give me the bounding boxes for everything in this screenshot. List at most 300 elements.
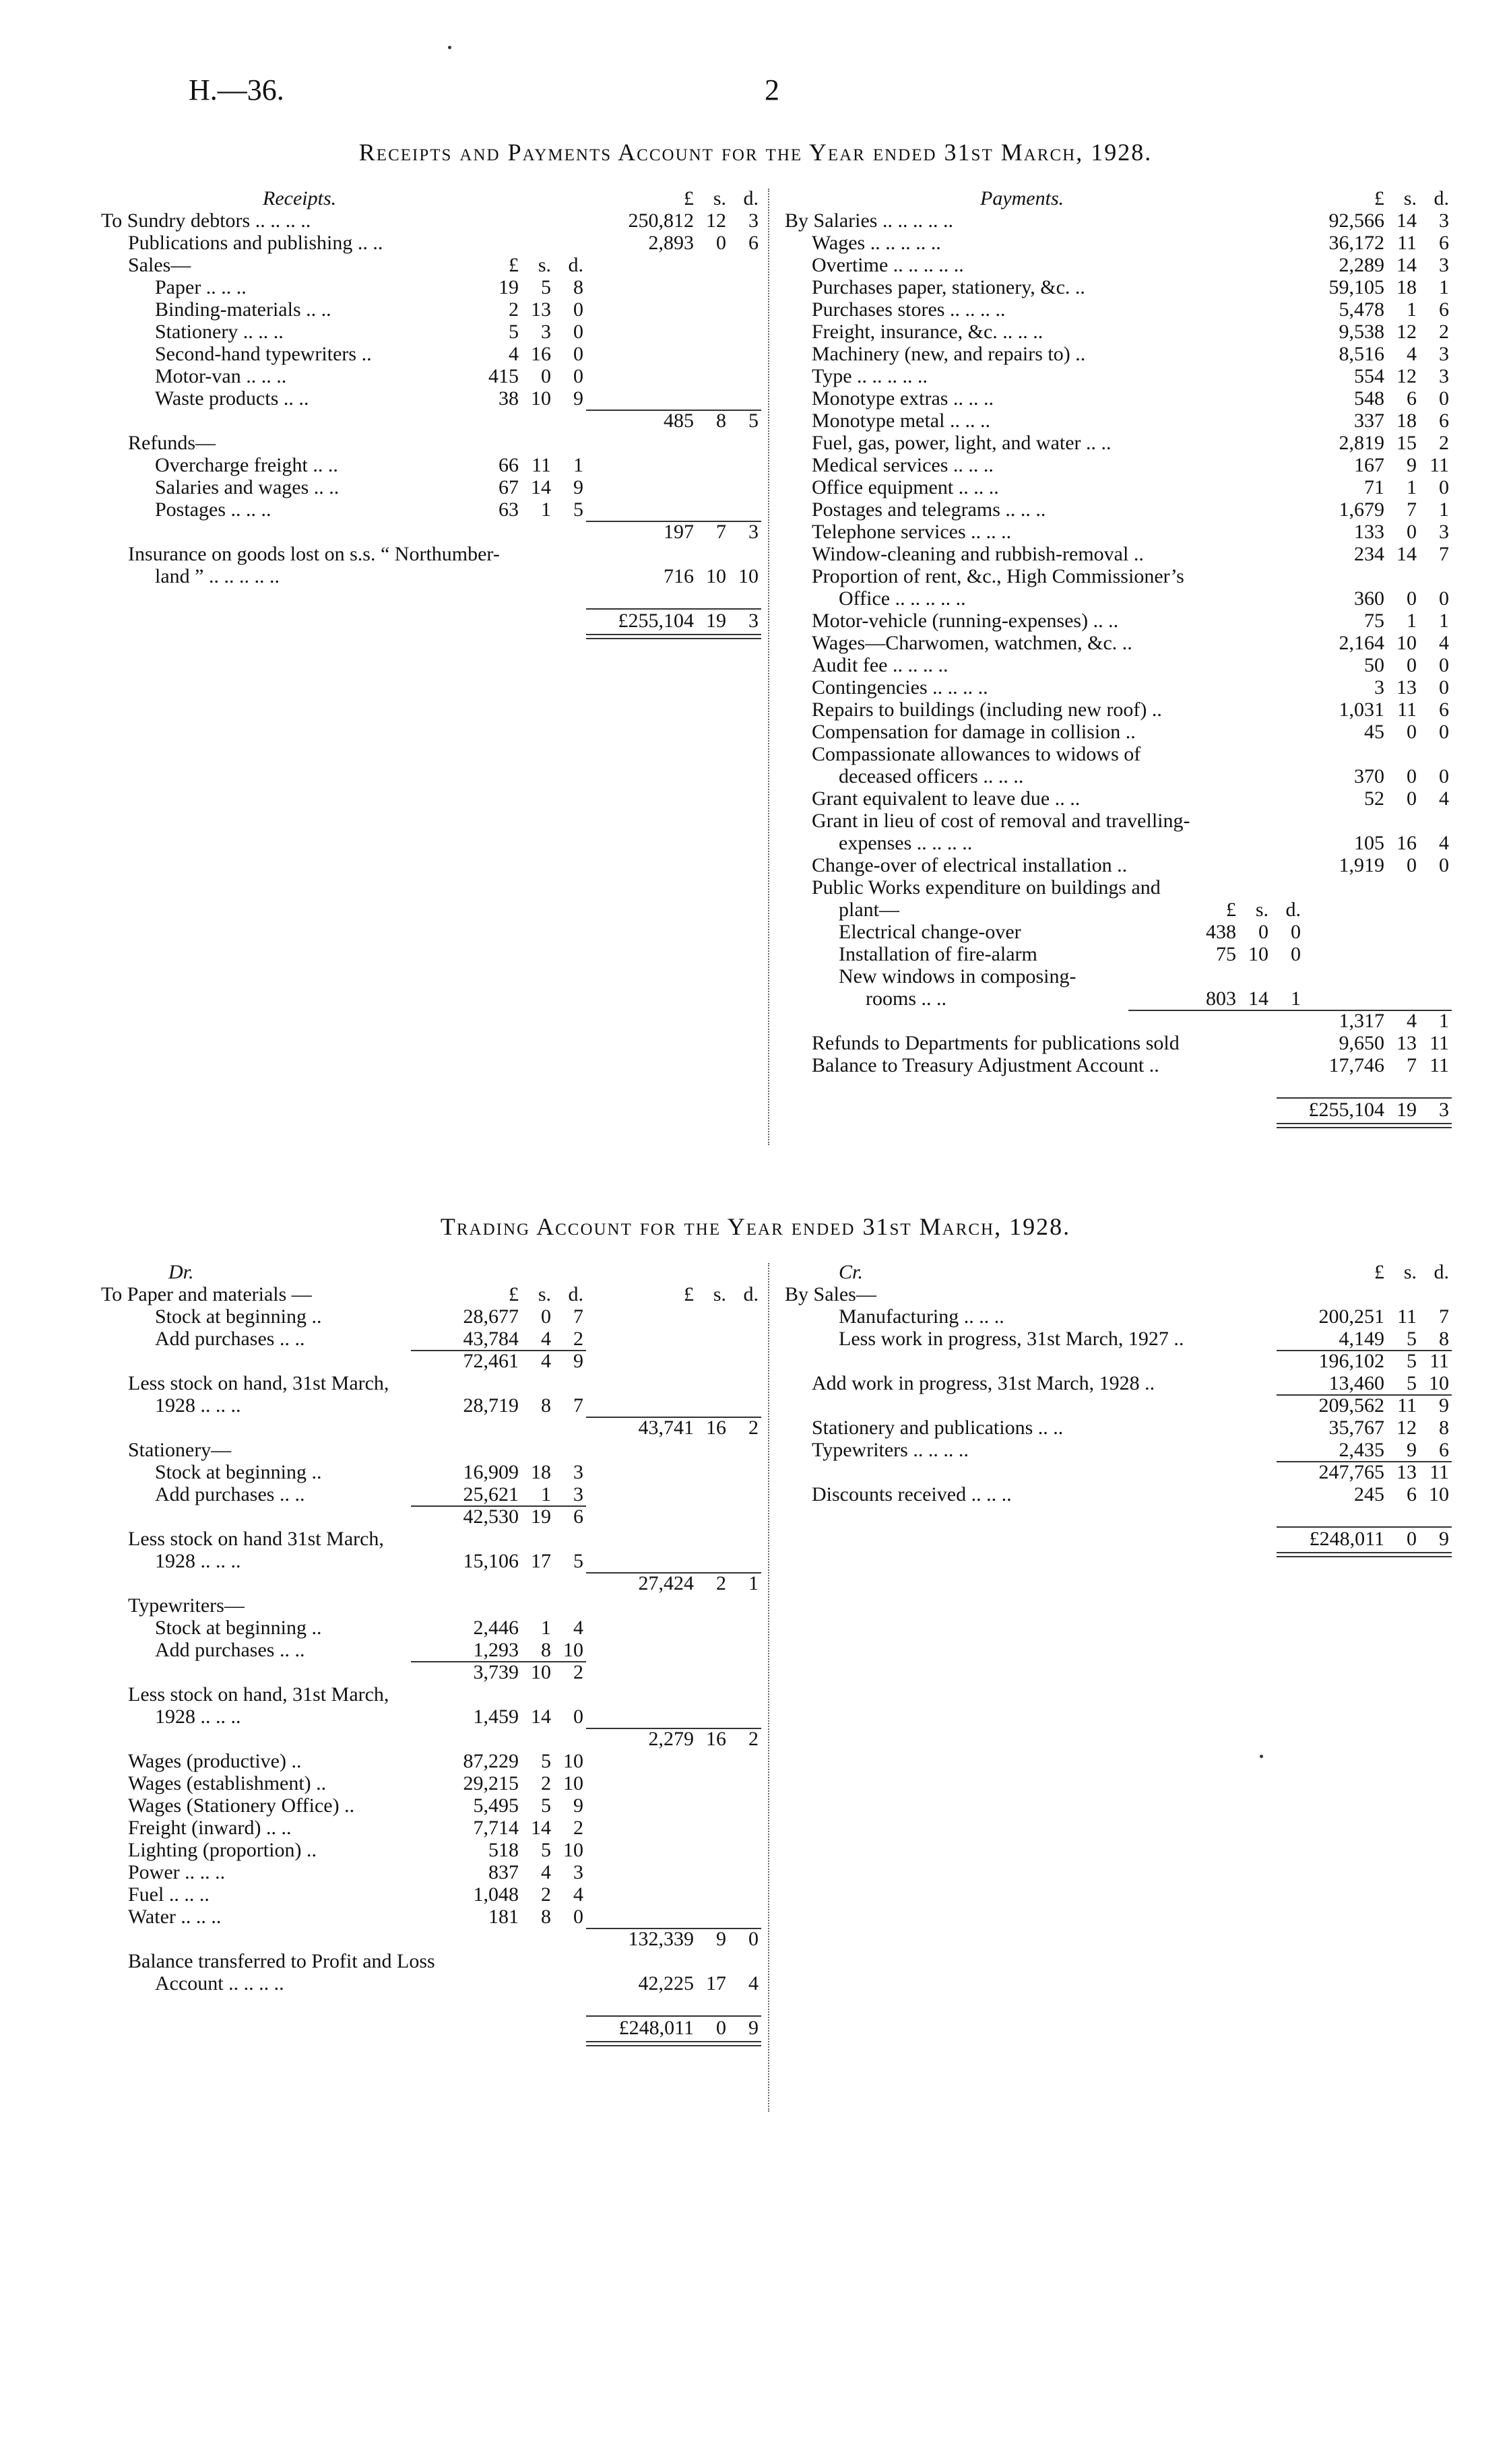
receipts-amount-c1 — [418, 365, 583, 387]
cr-row — [785, 1350, 1458, 1372]
dr-heading: Dr. — [168, 1261, 194, 1283]
payments-amount-c-l: 1,317 — [1339, 1010, 1384, 1032]
payments-row — [785, 1010, 1458, 1032]
dr-amount-c2-d: 0 — [748, 1928, 759, 1950]
payments-row — [785, 654, 1458, 676]
receipts-amount-c1 — [418, 254, 583, 276]
payments-amount-c — [1283, 787, 1449, 810]
payments-amount-c — [1283, 209, 1449, 232]
payments-row — [785, 343, 1458, 365]
cr-row — [785, 1439, 1458, 1461]
receipts-payments-title: Receipts and Payments Account for the Year ended 31st March, 1928. — [358, 139, 1153, 166]
payments-amount-c-s: 7 — [1407, 1054, 1417, 1076]
payments-row-label: Fuel, gas, power, light, and water .. .. — [812, 432, 1112, 454]
dr-row-label: Less stock on hand, 31st March, — [128, 1372, 389, 1394]
payments-row-label: Electrical change-over — [839, 921, 1021, 943]
dr-row-label: 1928 .. .. .. — [155, 1550, 241, 1572]
payments-row — [785, 721, 1458, 743]
receipts-row-label: To Sundry debtors .. .. .. .. — [101, 209, 311, 232]
dr-amount-c2-s: 2 — [716, 1572, 726, 1594]
cr-amount-c — [1283, 1372, 1449, 1394]
dr-row — [101, 1305, 761, 1328]
receipts-total-d: 3 — [748, 610, 759, 632]
dr-row-label: Add purchases .. .. — [155, 1639, 305, 1661]
payments-amount-c-s: 0 — [1407, 854, 1417, 876]
cr-amount-c-l: 200,251 — [1318, 1305, 1384, 1328]
receipts-amount-c1-l: £ — [509, 254, 519, 276]
dr-row — [101, 1617, 761, 1639]
dr-row — [101, 1906, 761, 1928]
receipts-amount-c2-s: 10 — [706, 565, 726, 587]
cr-row-label: Stationery and publications .. .. — [812, 1417, 1064, 1439]
receipts-amount-c1-l: 5 — [509, 321, 519, 343]
cr-total-l: £248,011 — [1309, 1528, 1384, 1550]
dr-amount-c1 — [418, 1883, 583, 1906]
cr-amount-c — [1283, 1417, 1449, 1439]
payments-amount-c-l: 2,164 — [1339, 632, 1384, 654]
payments-currency-head — [1283, 187, 1449, 209]
receipts-amount-c2-d: 3 — [748, 521, 759, 543]
dr-amount-c2 — [593, 1972, 759, 1995]
dr-amount-c1-d: d. — [568, 1283, 583, 1305]
payments-amount-c-d: 7 — [1439, 543, 1449, 565]
dr-row-label: 1928 .. .. .. — [155, 1394, 241, 1417]
dr-amount-c1-s: 2 — [541, 1772, 551, 1794]
dr-row — [101, 1706, 761, 1728]
dr-row-label: Wages (establishment) .. — [128, 1772, 327, 1794]
payments-amount-c — [1283, 610, 1449, 632]
payments-amount-c-s: 13 — [1396, 676, 1417, 699]
dr-amount-c1 — [418, 1839, 583, 1861]
dr-amount-c1-l: 5,495 — [473, 1794, 519, 1817]
dr-total-row — [101, 2017, 761, 2039]
cr-row-label: Discounts received .. .. .. — [812, 1483, 1012, 1505]
payments-amount-c-d: 3 — [1439, 343, 1449, 365]
receipts-amount-c1-l: 66 — [499, 454, 519, 476]
cr-amount-c-l: 4,149 — [1339, 1328, 1384, 1350]
dr-total-rule-bottom — [586, 2041, 761, 2046]
payments-amount-c-s: 4 — [1407, 1010, 1417, 1032]
receipts-total-rule-top — [586, 608, 761, 610]
column-divider — [768, 189, 769, 1145]
dr-total-d: 9 — [748, 2017, 759, 2039]
payments-row-label: Telephone services .. .. .. — [812, 521, 1012, 543]
payments-amount-c-s: 0 — [1407, 521, 1417, 543]
payments-row — [785, 476, 1458, 498]
payments-row-label: Purchases paper, stationery, &c. .. — [812, 276, 1085, 298]
receipts-amount-c1-d: 0 — [573, 321, 583, 343]
dr-amount-c1 — [418, 1906, 583, 1928]
dr-amount-c1-s: 17 — [531, 1550, 551, 1572]
cr-row — [785, 1417, 1458, 1439]
payments-amount-c-l: 45 — [1364, 721, 1384, 743]
dr-row-label: Less stock on hand 31st March, — [128, 1528, 384, 1550]
receipts-amount-c2-d: 10 — [738, 565, 759, 587]
payments-amount-c — [1283, 765, 1449, 787]
dr-amount-c1 — [418, 1661, 583, 1683]
dr-row-label: Power .. .. .. — [128, 1861, 226, 1883]
payments-amount-c — [1283, 476, 1449, 498]
dr-amount-c2 — [593, 1728, 759, 1750]
dr-amount-c2-d: 2 — [748, 1417, 759, 1439]
receipts-currency-head-l: £ — [684, 187, 694, 209]
payments-amount-c-s: 16 — [1396, 832, 1417, 854]
cr-amount-c-l: 196,102 — [1318, 1350, 1384, 1372]
payments-row — [785, 298, 1458, 321]
receipts-row-label: Overcharge freight .. .. — [155, 454, 338, 476]
receipts-amount-c2-l: 485 — [664, 410, 694, 432]
payments-amount-c-l: 71 — [1364, 476, 1384, 498]
cr-row-label: Manufacturing .. .. .. — [839, 1305, 1004, 1328]
cr-row — [785, 1483, 1458, 1505]
payments-row — [785, 543, 1458, 565]
dr-row-label: Fuel .. .. .. — [128, 1883, 210, 1906]
payments-amount-sub-l: £ — [1226, 899, 1236, 921]
payments-row — [785, 521, 1458, 543]
receipts-row-label: Refunds— — [128, 432, 216, 454]
payments-row-label: Machinery (new, and repairs to) .. — [812, 343, 1086, 365]
cr-row — [785, 1461, 1458, 1483]
payments-row — [785, 632, 1458, 654]
payments-amount-c-s: 14 — [1396, 543, 1417, 565]
dr-amount-c1-s: 19 — [531, 1505, 551, 1528]
dr-amount-c1-d: 3 — [573, 1483, 583, 1505]
payments-amount-c-l: 52 — [1364, 787, 1384, 810]
payments-heading: Payments. — [980, 187, 1064, 209]
dr-row-label: Lighting (proportion) .. — [128, 1839, 317, 1861]
dr-row — [101, 1328, 761, 1350]
payments-row-label: Type .. .. .. .. .. — [812, 365, 928, 387]
receipts-amount-c2-s: 0 — [716, 232, 726, 254]
dr-row — [101, 1928, 761, 1950]
dr-row — [101, 1950, 761, 1972]
dr-amount-c1-s: 8 — [541, 1639, 551, 1661]
receipts-row — [101, 476, 761, 498]
receipts-amount-c2-s: 12 — [706, 209, 726, 232]
receipts-row-label: Waste products .. .. — [155, 387, 309, 410]
dr-amount-c1-d: 10 — [563, 1750, 583, 1772]
cr-amount-c — [1283, 1305, 1449, 1328]
dr-row — [101, 1283, 761, 1305]
payments-row — [785, 899, 1458, 921]
dr-row — [101, 1394, 761, 1417]
payments-amount-c-s: 7 — [1407, 498, 1417, 521]
cr-amount-c-l: 35,767 — [1328, 1417, 1384, 1439]
dr-amount-c1-l: 72,461 — [463, 1350, 519, 1372]
dr-amount-c1 — [418, 1750, 583, 1772]
payments-amount-c-s: 0 — [1407, 721, 1417, 743]
dr-row — [101, 1883, 761, 1906]
receipts-row — [101, 432, 761, 454]
payments-amount-c — [1283, 543, 1449, 565]
dr-amount-c1-l: 42,530 — [463, 1505, 519, 1528]
dr-amount-c1-l: 518 — [488, 1839, 519, 1861]
cr-heading: Cr. — [839, 1261, 863, 1283]
payments-amount-c — [1283, 721, 1449, 743]
dr-amount-c1-s: 10 — [531, 1661, 551, 1683]
cr-amount-c-l: 209,562 — [1318, 1394, 1384, 1417]
trading-title: Trading Account for the Year ended 31st March, 1928. — [440, 1213, 1071, 1240]
dr-amount-c1-d: 0 — [573, 1706, 583, 1728]
payments-amount-c-s: 4 — [1407, 343, 1417, 365]
payments-total-s: 19 — [1396, 1099, 1417, 1121]
receipts-row-label: Second-hand typewriters .. — [155, 343, 372, 365]
payments-amount-c-s: 11 — [1397, 232, 1417, 254]
payments-amount-c-d: 0 — [1439, 854, 1449, 876]
dr-amount-c1-d: 7 — [573, 1305, 583, 1328]
payments-amount-c-d: 0 — [1439, 676, 1449, 699]
payments-amount-c-l: 337 — [1354, 410, 1384, 432]
payments-row — [785, 587, 1458, 610]
payments-amount-c-s: 0 — [1407, 787, 1417, 810]
cr-total-d: 9 — [1439, 1528, 1449, 1550]
dr-amount-c1 — [418, 1328, 583, 1350]
payments-row — [785, 1054, 1458, 1076]
payments-row — [785, 410, 1458, 432]
receipts-currency-head-s: s. — [713, 187, 726, 209]
cr-row-label: Less work in progress, 31st March, 1927 .. — [839, 1328, 1184, 1350]
payments-amount-c-l: 59,105 — [1328, 276, 1384, 298]
payments-amount-c — [1283, 832, 1449, 854]
receipts-row — [101, 343, 761, 365]
receipts-row-label: Motor-van .. .. .. — [155, 365, 287, 387]
payments-spacer — [785, 1076, 1458, 1099]
dr-row-label: Add purchases .. .. — [155, 1483, 305, 1505]
payments-total-rule-bottom — [1277, 1123, 1452, 1128]
payments-row — [785, 810, 1458, 832]
dr-amount-c1-d: 9 — [573, 1350, 583, 1372]
dr-row — [101, 1439, 761, 1461]
receipts-amount-c1-s: 5 — [541, 276, 551, 298]
payments-amount-c — [1283, 1054, 1449, 1076]
receipts-amount-c2-d: 6 — [748, 232, 759, 254]
payments-currency-head-d: d. — [1434, 187, 1449, 209]
dr-amount-c1-l: 43,784 — [463, 1328, 519, 1350]
dr-amount-c1 — [418, 1305, 583, 1328]
payments-amount-c-l: 360 — [1354, 587, 1384, 610]
payments-amount-c — [1283, 321, 1449, 343]
receipts-amount-c1-l: 63 — [499, 498, 519, 521]
dr-amount-c1-s: 5 — [541, 1839, 551, 1861]
payments-amount-c — [1283, 365, 1449, 387]
cr-heading-row — [785, 1261, 1458, 1283]
cr-amount-c-s: 5 — [1407, 1350, 1417, 1372]
receipts-total-l: £255,104 — [618, 610, 694, 632]
dr-amount-c1 — [418, 1817, 583, 1839]
payments-total-d: 3 — [1439, 1099, 1449, 1121]
receipts-amount-c1-s: s. — [538, 254, 551, 276]
receipts-amount-c1 — [418, 454, 583, 476]
payments-amount-c-l: 1,031 — [1339, 699, 1384, 721]
dr-row — [101, 1683, 761, 1706]
trading-debit-section — [101, 1261, 761, 2039]
receipts-amount-c1-d: d. — [568, 254, 583, 276]
dr-amount-c2 — [593, 1572, 759, 1594]
payments-amount-c — [1283, 632, 1449, 654]
dr-row — [101, 1528, 761, 1550]
dr-amount-c1-l: 87,229 — [463, 1750, 519, 1772]
payments-amount-c-d: 1 — [1439, 276, 1449, 298]
receipts-amount-c2 — [593, 565, 759, 587]
receipts-amount-c1 — [418, 498, 583, 521]
payments-row — [785, 209, 1458, 232]
payments-row-label: Grant in lieu of cost of removal and travelling- — [812, 810, 1190, 832]
dr-row — [101, 1861, 761, 1883]
receipts-amount-c2 — [593, 232, 759, 254]
payments-row-label: Freight, insurance, &c. .. .. .. — [812, 321, 1043, 343]
payments-amount-c-s: 14 — [1396, 209, 1417, 232]
receipts-amount-c1-s: 11 — [532, 454, 551, 476]
receipts-row — [101, 565, 761, 587]
receipts-amount-c1-s: 0 — [541, 365, 551, 387]
payments-row-label: New windows in composing- — [839, 965, 1076, 987]
receipts-row-label: Paper .. .. .. — [155, 276, 247, 298]
receipts-amount-c1-d: 5 — [573, 498, 583, 521]
receipts-amount-c1-s: 16 — [531, 343, 551, 365]
dr-row-label: Balance transferred to Profit and Loss — [128, 1950, 435, 1972]
cr-amount-c-l: 13,460 — [1328, 1372, 1384, 1394]
dr-row — [101, 1461, 761, 1483]
payments-amount-c-d: 0 — [1439, 721, 1449, 743]
cr-currency-head-s: s. — [1403, 1261, 1417, 1283]
cr-row — [785, 1372, 1458, 1394]
receipts-amount-c2-l: 197 — [664, 521, 694, 543]
cr-amount-c-d: 10 — [1429, 1372, 1449, 1394]
payments-amount-c-l: 133 — [1354, 521, 1384, 543]
payments-amount-c-l: 17,746 — [1328, 1054, 1384, 1076]
dr-amount-c1-l: 16,909 — [463, 1461, 519, 1483]
payments-amount-c — [1283, 521, 1449, 543]
receipts-row-label: Stationery .. .. .. — [155, 321, 284, 343]
dr-amount-c1-s: 1 — [541, 1483, 551, 1505]
dr-amount-c2-l: 132,339 — [628, 1928, 694, 1950]
payments-row — [785, 1032, 1458, 1054]
dr-amount-c1-l: 28,719 — [463, 1394, 519, 1417]
dr-amount-c1-d: 10 — [563, 1772, 583, 1794]
payments-amount-c-l: 1,919 — [1339, 854, 1384, 876]
dr-total-rule-top — [586, 2015, 761, 2017]
dr-amount-c2 — [593, 1928, 759, 1950]
payments-row — [785, 254, 1458, 276]
payments-amount-c — [1283, 1032, 1449, 1054]
dr-amount-c1 — [418, 1350, 583, 1372]
payments-row-label: Office .. .. .. .. .. — [839, 587, 966, 610]
dr-amount-c1-s: 8 — [541, 1394, 551, 1417]
payments-row — [785, 276, 1458, 298]
receipts-amount-c1-l: 19 — [499, 276, 519, 298]
payments-amount-c-d: 6 — [1439, 298, 1449, 321]
cr-row-label: Typewriters .. .. .. .. — [812, 1439, 969, 1461]
payments-row-label: Compassionate allowances to widows of — [812, 743, 1141, 765]
receipts-row — [101, 521, 761, 543]
page-number: 2 — [765, 73, 779, 106]
dr-amount-c1-s: 0 — [541, 1305, 551, 1328]
dr-amount-c2-l: 42,225 — [638, 1972, 694, 1995]
payments-amount-c-d: 3 — [1439, 521, 1449, 543]
payments-amount-sub-d: d. — [1285, 899, 1301, 921]
dr-row — [101, 1372, 761, 1394]
receipts-amount-c1 — [418, 476, 583, 498]
cr-currency-head-d: d. — [1434, 1261, 1449, 1283]
document-reference: H.—36. — [189, 73, 284, 106]
payments-amount-sub — [1135, 943, 1301, 965]
receipts-row — [101, 209, 761, 232]
receipts-amount-c2-d: 3 — [748, 209, 759, 232]
cr-amount-c-l: 2,435 — [1339, 1439, 1384, 1461]
dr-amount-c1 — [418, 1617, 583, 1639]
dr-amount-c2-s: 17 — [706, 1972, 726, 1995]
cr-currency-head-l: £ — [1374, 1261, 1384, 1283]
cr-amount-c-s: 5 — [1407, 1328, 1417, 1350]
payments-amount-c-l: 8,516 — [1339, 343, 1384, 365]
receipts-amount-c2-d: 5 — [748, 410, 759, 432]
dr-amount-c2-s: 9 — [716, 1928, 726, 1950]
payments-amount-c — [1283, 410, 1449, 432]
receipts-amount-c1-s: 13 — [531, 298, 551, 321]
dr-amount-c1-d: 2 — [573, 1328, 583, 1350]
dr-row — [101, 1972, 761, 1995]
dr-total-l: £248,011 — [618, 2017, 694, 2039]
dr-amount-c1-s: 1 — [541, 1617, 551, 1639]
page-speck — [1260, 1755, 1263, 1758]
receipts-amount-c1-d: 8 — [573, 276, 583, 298]
receipts-spacer — [101, 587, 761, 610]
payments-row — [785, 876, 1458, 899]
dr-amount-c1 — [418, 1550, 583, 1572]
payments-amount-c-s: 14 — [1396, 254, 1417, 276]
payments-amount-sub-l: 438 — [1206, 921, 1236, 943]
cr-amount-c-d: 7 — [1439, 1305, 1449, 1328]
payments-row — [785, 454, 1458, 476]
payments-amount-c-l: 1,679 — [1339, 498, 1384, 521]
dr-amount-c1-s: 18 — [531, 1461, 551, 1483]
payments-amount-c-l: 5,478 — [1339, 298, 1384, 321]
payments-row-label: Overtime .. .. .. .. .. — [812, 254, 964, 276]
cr-row — [785, 1305, 1458, 1328]
payments-row-label: plant— — [839, 899, 899, 921]
dr-row-label: Add purchases .. .. — [155, 1328, 305, 1350]
dr-amount-c2-l: 27,424 — [638, 1572, 694, 1594]
payments-row — [785, 743, 1458, 765]
dr-amount-c1-d: 3 — [573, 1861, 583, 1883]
receipts-amount-c1-d: 9 — [573, 387, 583, 410]
dr-amount-c1 — [418, 1483, 583, 1505]
dr-row-label: Account .. .. .. .. — [155, 1972, 284, 1995]
payments-amount-c — [1283, 454, 1449, 476]
receipts-amount-c2-l: 250,812 — [628, 209, 694, 232]
cr-amount-c-s: 5 — [1407, 1372, 1417, 1394]
payments-amount-c-d: 6 — [1439, 232, 1449, 254]
receipts-amount-c1-s: 1 — [541, 498, 551, 521]
payments-amount-c-l: 36,172 — [1328, 232, 1384, 254]
receipts-section — [101, 187, 761, 632]
payments-row-label: Grant equivalent to leave due .. .. — [812, 787, 1081, 810]
receipts-total-rule-bottom — [586, 634, 761, 639]
payments-row-label: Medical services .. .. .. — [812, 454, 994, 476]
cr-amount-c-d: 11 — [1429, 1350, 1449, 1372]
dr-amount-c1-d: 5 — [573, 1550, 583, 1572]
receipts-amount-c2-l: 716 — [664, 565, 694, 587]
receipts-amount-c1 — [418, 276, 583, 298]
payments-amount-c-l: 2,289 — [1339, 254, 1384, 276]
payments-row-label: Office equipment .. .. .. — [812, 476, 999, 498]
dr-amount-c2-l: 43,741 — [638, 1417, 694, 1439]
payments-amount-c — [1283, 343, 1449, 365]
dr-amount-c1 — [418, 1283, 583, 1305]
payments-amount-c-s: 13 — [1396, 1032, 1417, 1054]
payments-row — [785, 921, 1458, 943]
payments-amount-c-d: 1 — [1439, 1010, 1449, 1032]
